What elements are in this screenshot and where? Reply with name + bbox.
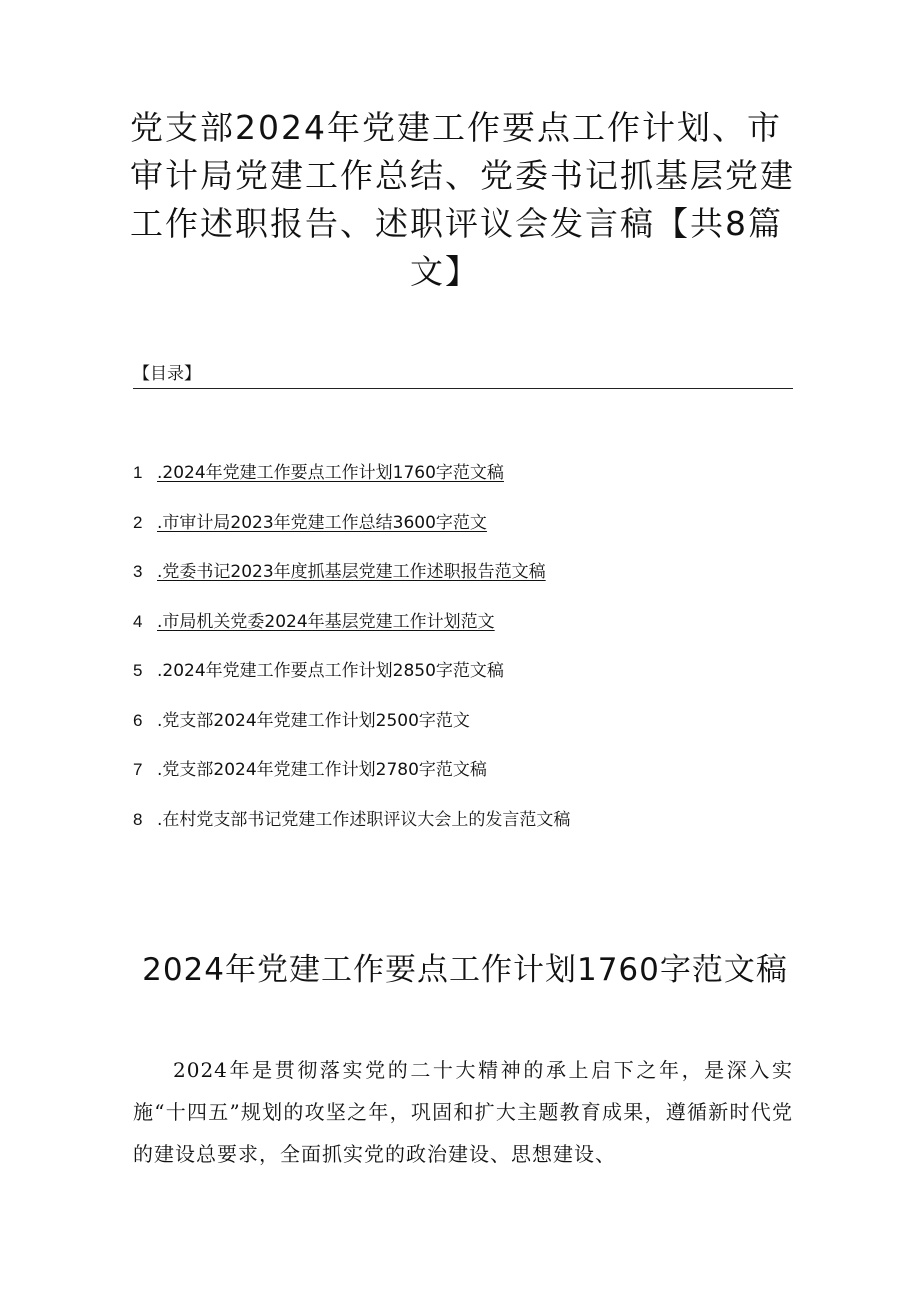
body-paragraph: 2024年是贯彻落实党的二十大精神的承上启下之年，是深入实施“十四五”规划的攻坚之年，巩固和扩大主题教育成果，遵循新时代党的建设总要求，全面抓实党的政治建设、思想建设、	[133, 1058, 793, 1166]
toc-item-number: 3	[133, 562, 143, 581]
toc-item-number: 4	[133, 611, 143, 631]
toc-divider	[133, 388, 793, 389]
toc-item-text[interactable]: .在村党支部书记党建工作述职评议大会上的发言范文稿	[157, 809, 571, 830]
toc-item-number: 1	[133, 463, 143, 482]
document-title-end: 文】	[410, 252, 480, 291]
toc-item-text[interactable]: .党支部2024年党建工作计划2780字范文稿	[157, 760, 487, 780]
toc-item-link[interactable]: .党委书记2023年度抓基层党建工作述职报告范文稿	[157, 562, 546, 582]
table-of-contents	[133, 458, 570, 854]
toc-item[interactable]	[133, 458, 570, 508]
toc-item[interactable]	[133, 755, 570, 805]
toc-item[interactable]	[133, 557, 570, 607]
toc-item-number: 7	[133, 760, 143, 779]
toc-item[interactable]	[133, 805, 570, 855]
toc-item-link[interactable]: .2024年党建工作要点工作计划1760字范文稿	[157, 463, 504, 483]
toc-item[interactable]	[133, 607, 570, 657]
toc-item-link[interactable]: .市审计局2023年党建工作总结3600字范文	[157, 512, 487, 533]
toc-item-number: 5	[133, 661, 143, 680]
document-title	[130, 104, 800, 296]
toc-label: 【目录】	[133, 364, 201, 384]
toc-item[interactable]	[133, 706, 570, 756]
toc-item-text[interactable]: .党支部2024年党建工作计划2500字范文	[157, 710, 470, 731]
toc-item-link[interactable]: .市局机关党委2024年基层党建工作计划范文	[157, 611, 495, 632]
toc-item[interactable]	[133, 508, 570, 558]
toc-item-number: 2	[133, 512, 143, 532]
toc-item-text[interactable]: .2024年党建工作要点工作计划2850字范文稿	[157, 661, 504, 681]
toc-item-number: 6	[133, 710, 143, 730]
document-title-main: 党支部2024年党建工作要点工作计划、市审计局党建工作总结、党委书记抓基层党建工作述职报告、述职评议会发言稿【共8篇	[130, 108, 795, 243]
toc-item-number: 8	[133, 809, 143, 829]
toc-item[interactable]	[133, 656, 570, 706]
section-heading: 2024年党建工作要点工作计划1760字范文稿	[142, 952, 788, 988]
